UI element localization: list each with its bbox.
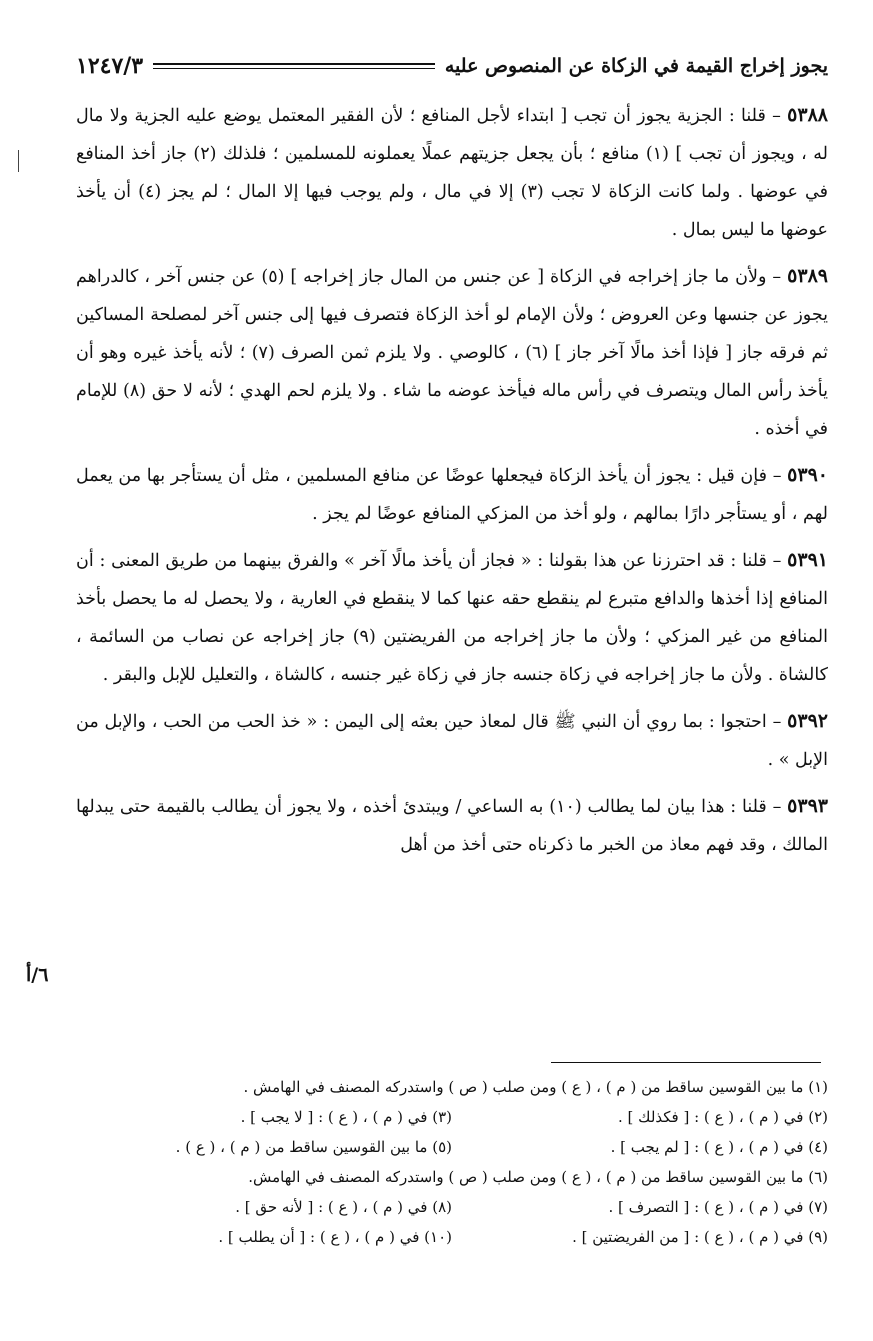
paragraph-5389 bbox=[76, 257, 828, 448]
paragraph-text: – قلنا : قد احترزنا عن هذا بقولنا : « فجاز أن يأخذ مالًا آخر » والفرق بينهما من طريق المعنى : أن المنافع إذا أخذها والدافع متبرع لم ينقطع حقه عنها كما لا ينقطع في العارية ، ولا يحصل له ما يحصل بأخذ المنافع من غير المزكي ؛ ولأن ما جاز إخراجه من الفريضتين (٩) جاز إخراجه عن نصاب من السائمة ، كالشاة . ولأن ما جاز إخراجه في زكاة جنسه جاز في زكاة غير جنسه ، كالشاة ، والتعليل للإبل والبقر . bbox=[76, 551, 828, 685]
paragraph-5390 bbox=[76, 456, 828, 533]
paragraph-number: ٥٣٩١ bbox=[787, 549, 828, 571]
folio-margin-note: ٦/أ bbox=[26, 964, 49, 986]
footnote-6: (٦) ما بين القوسين ساقط من ( م ) ، ( ع ) ومن صلب ( ص ) واستدركه المصنف في الهامش. bbox=[248, 1168, 828, 1186]
paragraph-5388 bbox=[76, 96, 828, 249]
paragraph-5392 bbox=[76, 702, 828, 779]
paragraph-text: – قلنا : هذا بيان لما يطالب (١٠) به الساعي / ويبتدئ أخذه ، ولا يجوز أن يطالب بالقيمة حتى يبدلها المالك ، وقد فهم معاذ من الخبر ما ذكرناه حتى أخذ من أهل bbox=[76, 797, 828, 855]
footnote-row bbox=[76, 1192, 828, 1222]
paragraph-number: ٥٣٨٨ bbox=[787, 104, 828, 126]
paragraph-text: – قلنا : الجزية يجوز أن تجب [ ابتداء لأجل المنافع ؛ لأن الفقير المعتمل يوضع عليه الجزية ولا مال له ، ويجوز أن تجب ] (١) منافع ؛ بأن يجعل جزيتهم عملًا يعملونه للمسلمين ؛ فلذلك (٢) جاز أخذ المنافع في عوضها . ولما كانت الزكاة لا تجب (٣) إلا في مال ، ولم يوجب فيها إلا المال ؛ لم يجز (٤) أن يأخذ عوضها ما ليس بمال . bbox=[76, 106, 828, 240]
paragraph-5393 bbox=[76, 787, 828, 864]
footnote-4: (٤) في ( م ) ، ( ع ) : [ لم يجب ] . bbox=[610, 1138, 828, 1156]
paragraph-5391 bbox=[76, 541, 828, 694]
paragraph-number: ٥٣٨٩ bbox=[787, 265, 828, 287]
footnote-2: (٢) في ( م ) ، ( ع ) : [ فكذلك ] . bbox=[618, 1108, 828, 1126]
paragraph-number: ٥٣٩٢ bbox=[787, 710, 828, 732]
footnote-1: (١) ما بين القوسين ساقط من ( م ) ، ( ع ) ومن صلب ( ص ) واستدركه المصنف في الهامش . bbox=[243, 1078, 828, 1096]
footnote-10: (١٠) في ( م ) ، ( ع ) : [ أن يطلب ] . bbox=[218, 1228, 452, 1246]
paragraph-number: ٥٣٩٠ bbox=[787, 464, 828, 486]
paragraph-text: – احتجوا : بما روي أن النبي ﷺ قال لمعاذ حين بعثه إلى اليمن : « خذ الحب من الحب ، والإبل من الإبل » . bbox=[76, 712, 828, 770]
footnotes bbox=[76, 1072, 828, 1252]
paragraph-number: ٥٣٩٣ bbox=[787, 795, 828, 817]
header-title: يجوز إخراج القيمة في الزكاة عن المنصوص عليه bbox=[444, 55, 828, 77]
main-text bbox=[76, 96, 828, 872]
footnote-5: (٥) ما بين القوسين ساقط من ( م ) ، ( ع ) . bbox=[175, 1138, 452, 1156]
footnote-row bbox=[76, 1102, 828, 1132]
page-number: ١٢٤٧/٣ bbox=[76, 53, 144, 79]
footnote-8: (٨) في ( م ) ، ( ع ) : [ لأنه حق ] . bbox=[235, 1198, 452, 1216]
paragraph-text: – فإن قيل : يجوز أن يأخذ الزكاة فيجعلها عوضًا عن منافع المسلمين ، مثل أن يستأجر بها من يعمل لهم ، أو يستأجر دارًا بمالهم ، ولو أخذ من المزكي المنافع عوضًا لم يجز . bbox=[76, 466, 828, 524]
margin-tick bbox=[18, 150, 19, 172]
header-rule bbox=[153, 63, 435, 69]
footnote-row bbox=[76, 1222, 828, 1252]
paragraph-text: – ولأن ما جاز إخراجه في الزكاة [ عن جنس من المال جاز إخراجه ] (٥) عن جنس آخر ، كالدراهم يجوز عن جنسها وعن العروض ؛ ولأن الإمام لو أخذ الزكاة فتصرف فيها إلى جنس آخر لمصلحة المساكين ثم فرقه جاز [ فإذا أخذ مالًا آخر جاز ] (٦) ، كالوصي . ولا يلزم ثمن الصرف (٧) ؛ لأنه يأخذ غيره وهو أن يأخذ رأس المال ويتصرف في رأس ماله فيأخذ عوضه ما شاء . ولا يلزم لحم الهدي ؛ لأنه لا حق (٨) للإمام في أخذه . bbox=[76, 267, 828, 439]
footnote-9: (٩) في ( م ) ، ( ع ) : [ من الفريضتين ] . bbox=[572, 1228, 828, 1246]
footnote-row bbox=[76, 1132, 828, 1162]
footnote-7: (٧) في ( م ) ، ( ع ) : [ التصرف ] . bbox=[608, 1198, 828, 1216]
footnote-separator bbox=[551, 1062, 821, 1063]
footnote-3: (٣) في ( م ) ، ( ع ) : [ لا يجب ] . bbox=[240, 1108, 452, 1126]
running-header bbox=[76, 44, 828, 88]
